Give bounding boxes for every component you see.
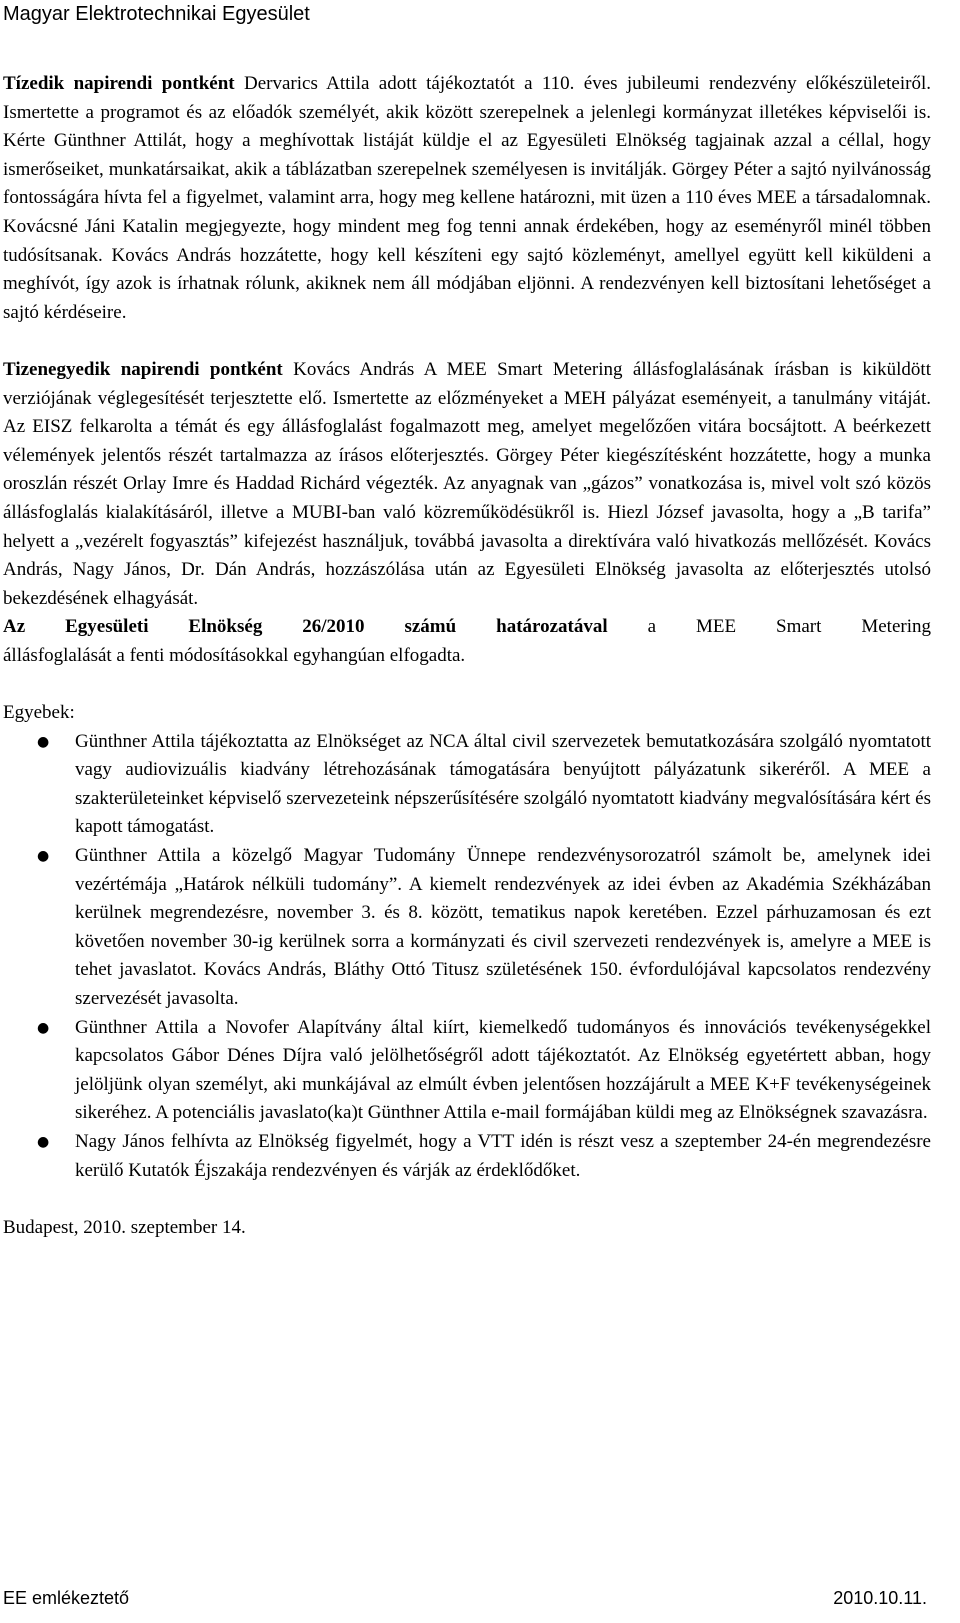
resolution-text: állásfoglalását a fenti módosításokkal egyhangúan elfogadta.: [3, 644, 466, 666]
bullet-icon: ●: [37, 1133, 50, 1150]
paragraph-text: Dervarics Attila adott tájékoztatót a 110. éves jubileumi rendezvény előkészületeiről. Ismertette a programot és az előadók személyét, akik között szerepelnek a jelenlegi kormányzat illetékes képviselői is. Kérte Günthner Attilát, hogy a meghívottak listáját küldje el az Egyesületi Elnökség tagjainak azzal a céllal, hogy ismerőseiket, munkatársaikat, akik a táblázatban szerepelnek személyesen is invitálják. Görgey Péter a sajtó nyilvánosság fontosságára hívta fel a figyelmet, valamint arra, hogy meg kellene határozni, mit üzen a 110 éves MEE a társadalomnak. Kovácsné Jáni Katalin megjegyezte, hogy mindent meg fog tenni annak érdekében, hogy az eseményről minél többen tudósítsanak. Kovács András hozzátette, hogy kell készíteni egy sajtó közleményt, amellyel együtt kell kiküldeni a meghívót, így azok is írhatnak rólunk, akiknek nem áll módjában eljönni. A rendezvényen kell biztosítani lehetőséget a sajtó kérdéseire.: [3, 73, 931, 323]
resolution-mid: a MEE Smart Metering: [607, 616, 931, 638]
list-item-text: Nagy János felhívta az Elnökség figyelmét, hogy a VTT idén is részt vesz a szeptember 24-én megrendezésre kerülő Kutatók Éjszakája rendezvényen és várják az érdeklődőket.: [75, 1130, 931, 1181]
list-item-text: Günthner Attila tájékoztatta az Elnökséget az NCA által civil szervezetek bemutatkozására szolgáló nyomtatott vagy audiovizuális kiadvány létrehozásának támogatására benyújtott pályázatunk sikeréről. A MEE a szakterületeinket képviselő szervezeteink népszerűsítésére szolgáló nyomtatott kiadvány megvalósítására kért és kapott támogatást.: [75, 730, 931, 838]
list-item: [37, 842, 931, 1014]
list-item-text: Günthner Attila a Novofer Alapítvány által kiírt, kiemelkedő tudományos és innovációs tevékenységekkel kapcsolatos Gábor Dénes Díjra való jelölhetőségről adott tájékoztatót. Az Elnökség egyetértett abban, hogy jelöljünk olyan személyt, aki munkájával az elmúlt évben jelentősen hozzájárult a MEE K+F tevékenységeinek sikeréhez. A potenciális javaslato(ka)t Günthner Attila e-mail formájában küldi meg az Elnökségnek szavazásra.: [75, 1016, 931, 1124]
list-item: [37, 728, 931, 842]
bullet-icon: ●: [37, 733, 50, 750]
other-heading: Egyebek:: [3, 702, 75, 724]
paragraph-eleventh-item: [3, 356, 931, 613]
list-item: [37, 1128, 931, 1185]
bullet-icon: ●: [37, 848, 50, 865]
footer-date: 2010.10.11.: [833, 1588, 927, 1608]
other-items-list: [3, 728, 931, 1186]
paragraph-text: Kovács András A MEE Smart Metering állásfoglalásának írásban is kiküldött verziójának véglegesítését terjesztette elő. Ismertette az előzményeket a MEH pályázat eseményeit, a tanulmány vitáját. Az EISZ felkarolta a témát és egy állásfoglalást fogalmazott meg, amelyet megelőzően vitára bocsájtott. A beérkezett vélemények jelentős részét tartalmazza az írásos előterjesztés. Görgey Péter kiegészítésként hozzátette, hogy a munka oroszlán részét Orlay Imre és Haddad Richárd végezték. Az anyagnak van „gázos” vonatkozása is, mivel volt szó közös állásfoglalás kialakításáról, illetve a MUBI-ban való közreműködésükről is. Hiezl József javasolta, hogy a „B tarifa” helyett a „vezérelt fogyasztás” kifejezést használjuk, továbbá javasolta a direktívára való hivatkozás mellőzését. Kovács András, Nagy János, Dr. Dán András, hozzászólása után az Egyesületi Elnökség javasolta az előterjesztés utolsó bekezdésének elhagyását.: [3, 358, 931, 609]
spacer: [3, 1185, 931, 1214]
resolution-line: [3, 613, 931, 642]
document-footer: [3, 1586, 927, 1610]
list-item: [37, 1014, 931, 1128]
paragraph-tenth-item: [3, 70, 931, 327]
bullet-icon: ●: [37, 1019, 50, 1036]
document-body: [3, 70, 931, 1242]
spacer: [3, 670, 931, 699]
resolution-lead: Az Egyesületi Elnökség 26/2010 számú határozatával: [3, 616, 608, 638]
paragraph-lead: Tízedik napirendi pontként: [3, 73, 235, 94]
list-item-text: Günthner Attila a közelgő Magyar Tudomány Ünnepe rendezvénysorozatról számolt be, amelynek idei vezértémája „Határok nélküli tudomány”. A kiemelt rendezvények az idei évben az Akadémia Székházában kerülnek megrendezésre, november 3. és 8. között, tematikus napok keretében. Ezzel párhuzamosan és ezt követően november 30-ig kerülnek sorra a kormányzati és civil szervezeti rendezvények is, amelyre a MEE is tehet javaslatot. Kovács András, Bláthy Ottó Titusz születésének 150. évfordulójával kapcsolatos rendezvény szervezését javasolta.: [75, 845, 931, 1009]
footer-left: EE emlékeztető: [3, 1588, 130, 1608]
document-header: Magyar Elektrotechnikai Egyesület: [3, 3, 310, 25]
spacer: [3, 327, 931, 356]
place-date: Budapest, 2010. szeptember 14.: [3, 1216, 246, 1238]
paragraph-lead: Tizenegyedik napirendi pontként: [3, 358, 283, 380]
